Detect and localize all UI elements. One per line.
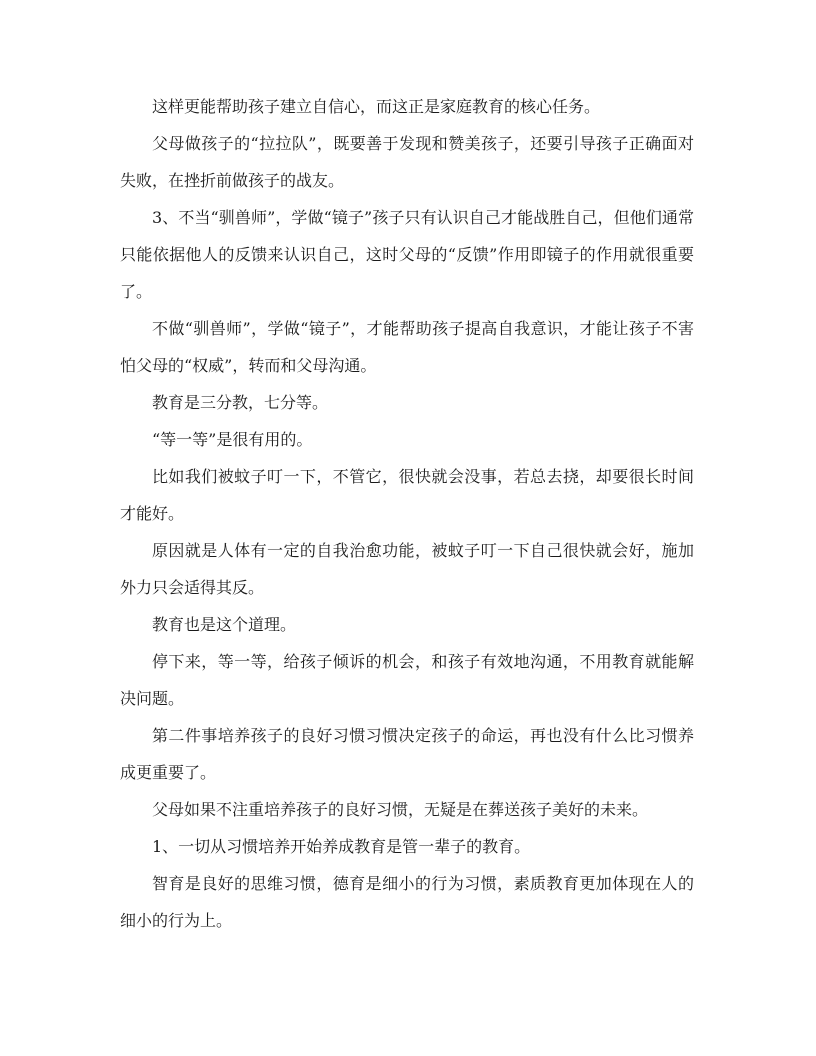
paragraph: 比如我们被蚊子叮一下，不管它，很快就会没事，若总去挠，却要很长时间才能好。 xyxy=(120,467,694,523)
paragraph: 父母如果不注重培养孩子的良好习惯，无疑是在葬送孩子美好的未来。 xyxy=(152,800,649,819)
paragraph: 3、不当“驯兽师”，学做“镜子”孩子只有认识自己才能战胜自己，但他们通常只能依据他人的反馈来认识自己，这时父母的“反馈”作用即镜子的作用就很重要了。 xyxy=(120,208,694,301)
paragraph: 智育是良好的思维习惯，德育是细小的行为习惯，素质教育更加体现在人的细小的行为上。 xyxy=(120,874,694,930)
paragraph: 教育也是这个道理。 xyxy=(152,615,297,634)
paragraph: 停下来，等一等，给孩子倾诉的机会，和孩子有效地沟通，不用教育就能解决问题。 xyxy=(120,652,694,708)
paragraph: 这样更能帮助孩子建立自信心，而这正是家庭教育的核心任务。 xyxy=(152,97,601,116)
paragraph: 1、一切从习惯培养开始养成教育是管一辈子的教育。 xyxy=(152,837,531,856)
paragraph: 原因就是人体有一定的自我治愈功能，被蚊子叮一下自己很快就会好，施加外力只会适得其反。 xyxy=(120,541,694,597)
document-body xyxy=(120,88,694,939)
paragraph: 第二件事培养孩子的良好习惯习惯决定孩子的命运，再也没有什么比习惯养成更重要了。 xyxy=(120,726,694,782)
paragraph: 不做“驯兽师”，学做“镜子”，才能帮助孩子提高自我意识，才能让孩子不害怕父母的“权威”，转而和父母沟通。 xyxy=(120,319,694,375)
paragraph: 教育是三分教，七分等。 xyxy=(152,393,329,412)
paragraph: “等一等”是很有用的。 xyxy=(152,430,313,449)
paragraph: 父母做孩子的“拉拉队”，既要善于发现和赞美孩子，还要引导孩子正确面对失败，在挫折前做孩子的战友。 xyxy=(120,134,694,190)
